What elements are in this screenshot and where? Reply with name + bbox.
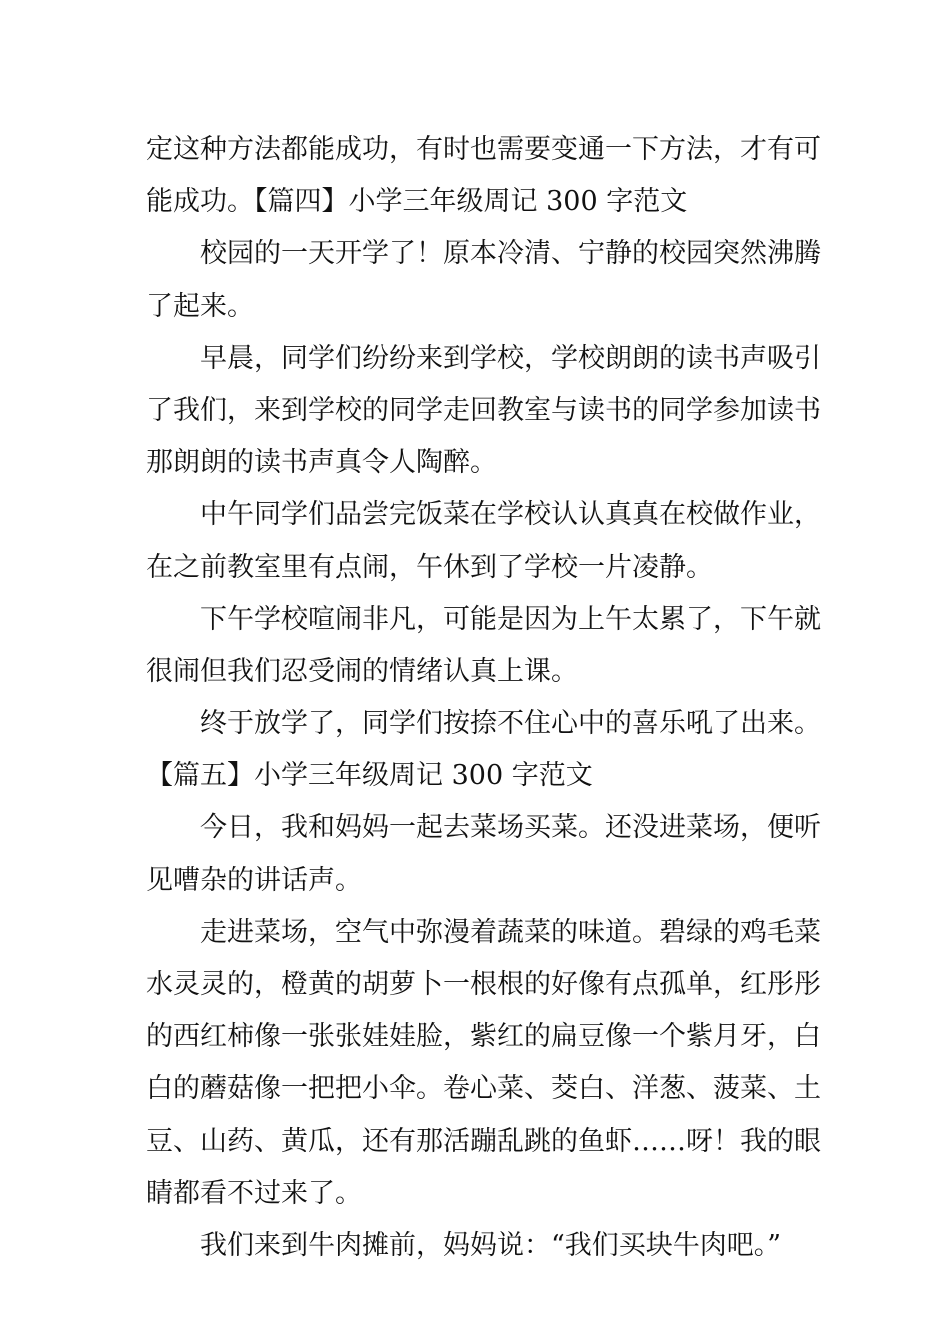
paragraph-start-line: 校园的一天开学了！原本冷清、宁静的校园突然沸腾 <box>200 238 821 270</box>
text-line: 很闹但我们忍受闹的情绪认真上课。 <box>146 655 578 687</box>
paragraph-start-line: 早晨，同学们纷纷来到学校，学校朗朗的读书声吸引 <box>200 342 821 374</box>
paragraph-start-line: 终于放学了，同学们按捺不住心中的喜乐吼了出来。 <box>200 708 821 740</box>
paragraph-start-line: 走进菜场，空气中弥漫着蔬菜的味道。碧绿的鸡毛菜 <box>200 916 821 948</box>
text-line: 水灵灵的，橙黄的胡萝卜一根根的好像有点孤单，红彤彤 <box>146 969 821 1000</box>
text-line: 定这种方法都能成功，有时也需要变通一下方法，才有可 <box>146 134 821 165</box>
text-line: 了起来。 <box>146 290 254 322</box>
text-line: 白的蘑菇像一把把小伞。卷心菜、茭白、洋葱、菠菜、土 <box>146 1073 821 1105</box>
text-line: 见嘈杂的讲话声。 <box>146 864 362 896</box>
paragraph-start-line: 下午学校喧闹非凡，可能是因为上午太累了，下午就 <box>200 603 821 635</box>
text-line: 的西红柿像一张张娃娃脸，紫红的扁豆像一个紫月牙，白 <box>146 1021 821 1053</box>
paragraph-start-line: 我们来到牛肉摊前，妈妈说：“我们买块牛肉吧。” <box>200 1229 782 1261</box>
article-body <box>146 124 821 1272</box>
text-line: 豆、山药、黄瓜，还有那活蹦乱跳的鱼虾……呀！我的眼 <box>146 1125 821 1157</box>
paragraph-start-line: 中午同学们品尝完饭菜在学校认认真真在校做作业， <box>200 499 821 531</box>
text-line: 了我们，来到学校的同学走回教室与读书的同学参加读书 <box>146 394 821 426</box>
text-line: 睛都看不过来了。 <box>146 1177 362 1209</box>
text-line: 那朗朗的读书声真令人陶醉。 <box>146 447 497 479</box>
text-line: 能成功。【篇四】小学三年级周记 300 字范文 <box>146 186 688 218</box>
paragraph-start-line: 今日，我和妈妈一起去菜场买菜。还没进菜场，便听 <box>200 812 821 844</box>
text-line: 在之前教室里有点闹，午休到了学校一片凌静。 <box>146 551 713 583</box>
section-heading-line: 【篇五】小学三年级周记 300 字范文 <box>146 760 593 792</box>
